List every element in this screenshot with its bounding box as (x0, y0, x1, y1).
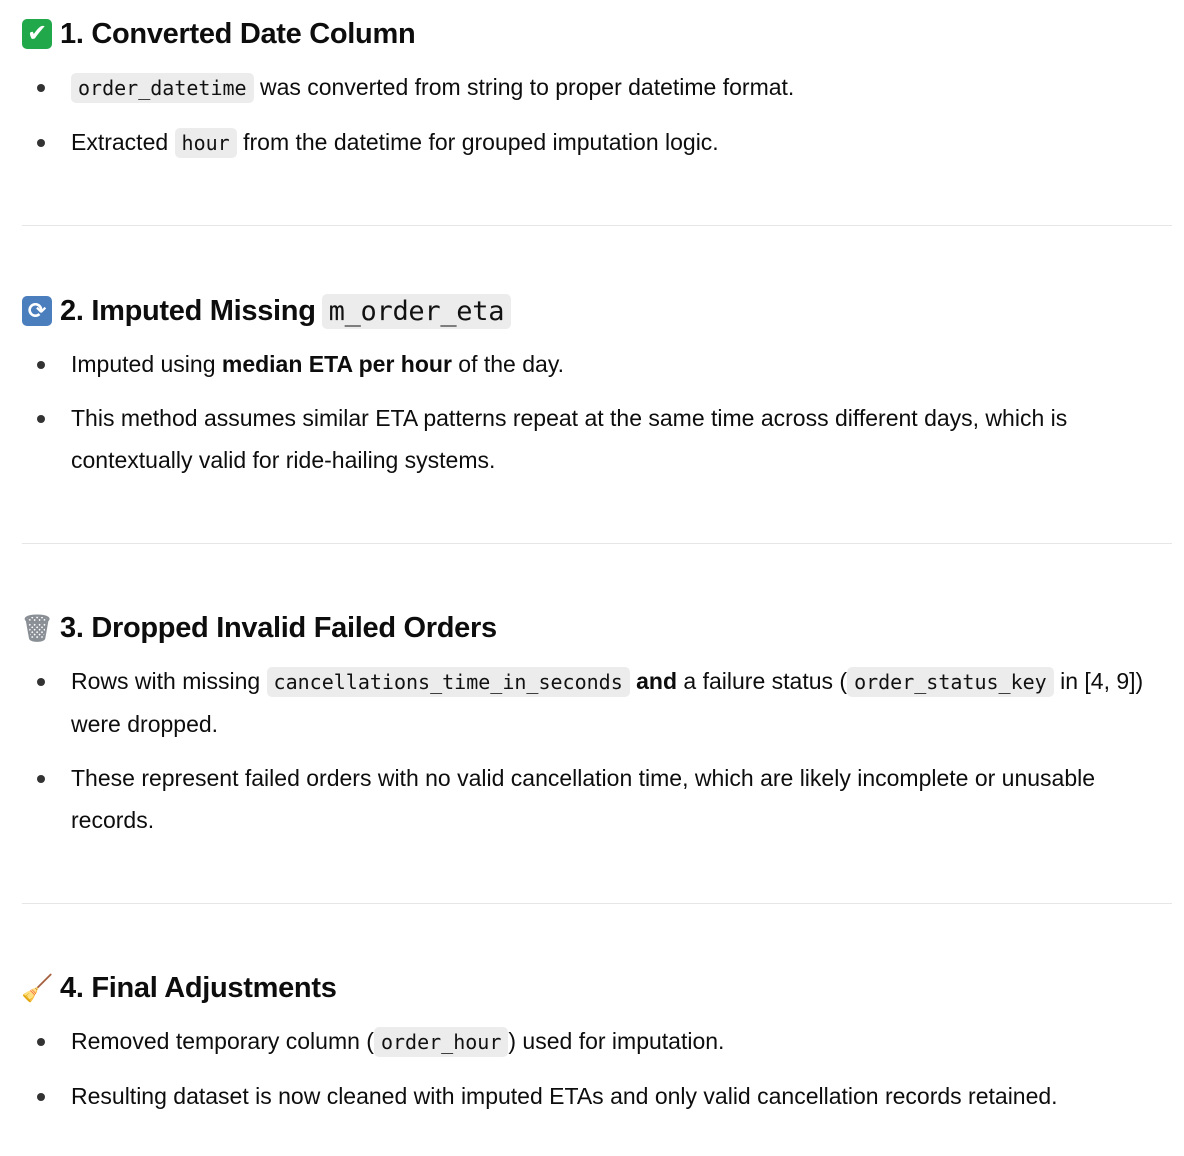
bullet-list (22, 343, 1172, 481)
bullet-list (22, 66, 1172, 164)
broom-icon: 🧹 (20, 973, 54, 1003)
bullet-list (22, 660, 1172, 841)
section-final-adjustments (22, 968, 1172, 1117)
bold-text: median ETA per hour (221, 351, 452, 377)
list-item-text: was converted from string to proper datetime format. (253, 74, 795, 100)
section-heading (22, 291, 1172, 331)
section-dropped-invalid-failed-orders (22, 608, 1172, 841)
list-item: Resulting dataset is now cleaned with imputed ETAs and only valid cancellation records retained. (22, 1075, 1172, 1117)
inline-code: hour (175, 128, 237, 158)
wastebasket-icon: 🗑 (20, 613, 54, 643)
inline-code: order_hour (374, 1027, 508, 1057)
section-imputed-missing (22, 291, 1172, 481)
list-item: This method assumes similar ETA patterns repeat at the same time across different days, which is contextually valid for ride-hailing systems. (22, 397, 1172, 481)
section-heading (22, 608, 1172, 648)
section-title: 3. Dropped Invalid Failed Orders (60, 611, 497, 644)
divider (22, 225, 1172, 226)
heading-inline-code: m_order_eta (322, 294, 512, 329)
section-heading (22, 14, 1172, 54)
list-item-text: a failure status ( (677, 668, 848, 694)
section-heading (22, 968, 1172, 1008)
list-item: These represent failed orders with no valid cancellation time, which are likely incomplete or unusable records. (22, 757, 1172, 841)
bullet-list (22, 1020, 1172, 1117)
list-item-text: ) used for imputation. (508, 1028, 725, 1054)
list-item-text: Extracted (71, 129, 175, 155)
check-mark-icon: ✔ (22, 19, 52, 49)
inline-code: order_status_key (847, 667, 1054, 697)
list-item-text: in [4, 9]) were dropped. (71, 668, 1144, 737)
list-item-text: from the datetime for grouped imputation logic. (236, 129, 719, 155)
bold-text: and (629, 668, 678, 694)
inline-code: cancellations_time_in_seconds (267, 667, 630, 697)
list-item-text: Imputed using (71, 351, 222, 377)
list-item-text: of the day. (451, 351, 564, 377)
list-item-text: Rows with missing (71, 668, 267, 694)
list-item (22, 1020, 1172, 1063)
cycle-arrows-icon: ⟳ (22, 296, 52, 326)
list-item (22, 343, 1172, 385)
section-title: 2. Imputed Missing (60, 294, 316, 327)
section-title: 4. Final Adjustments (60, 971, 337, 1004)
list-item (22, 121, 1172, 164)
section-title: 1. Converted Date Column (60, 17, 416, 50)
divider (22, 903, 1172, 904)
list-item-text: Removed temporary column ( (71, 1028, 374, 1054)
list-item (22, 660, 1172, 745)
inline-code: order_datetime (71, 73, 254, 103)
divider (22, 543, 1172, 544)
list-item (22, 66, 1172, 109)
section-converted-date-column (22, 14, 1172, 164)
